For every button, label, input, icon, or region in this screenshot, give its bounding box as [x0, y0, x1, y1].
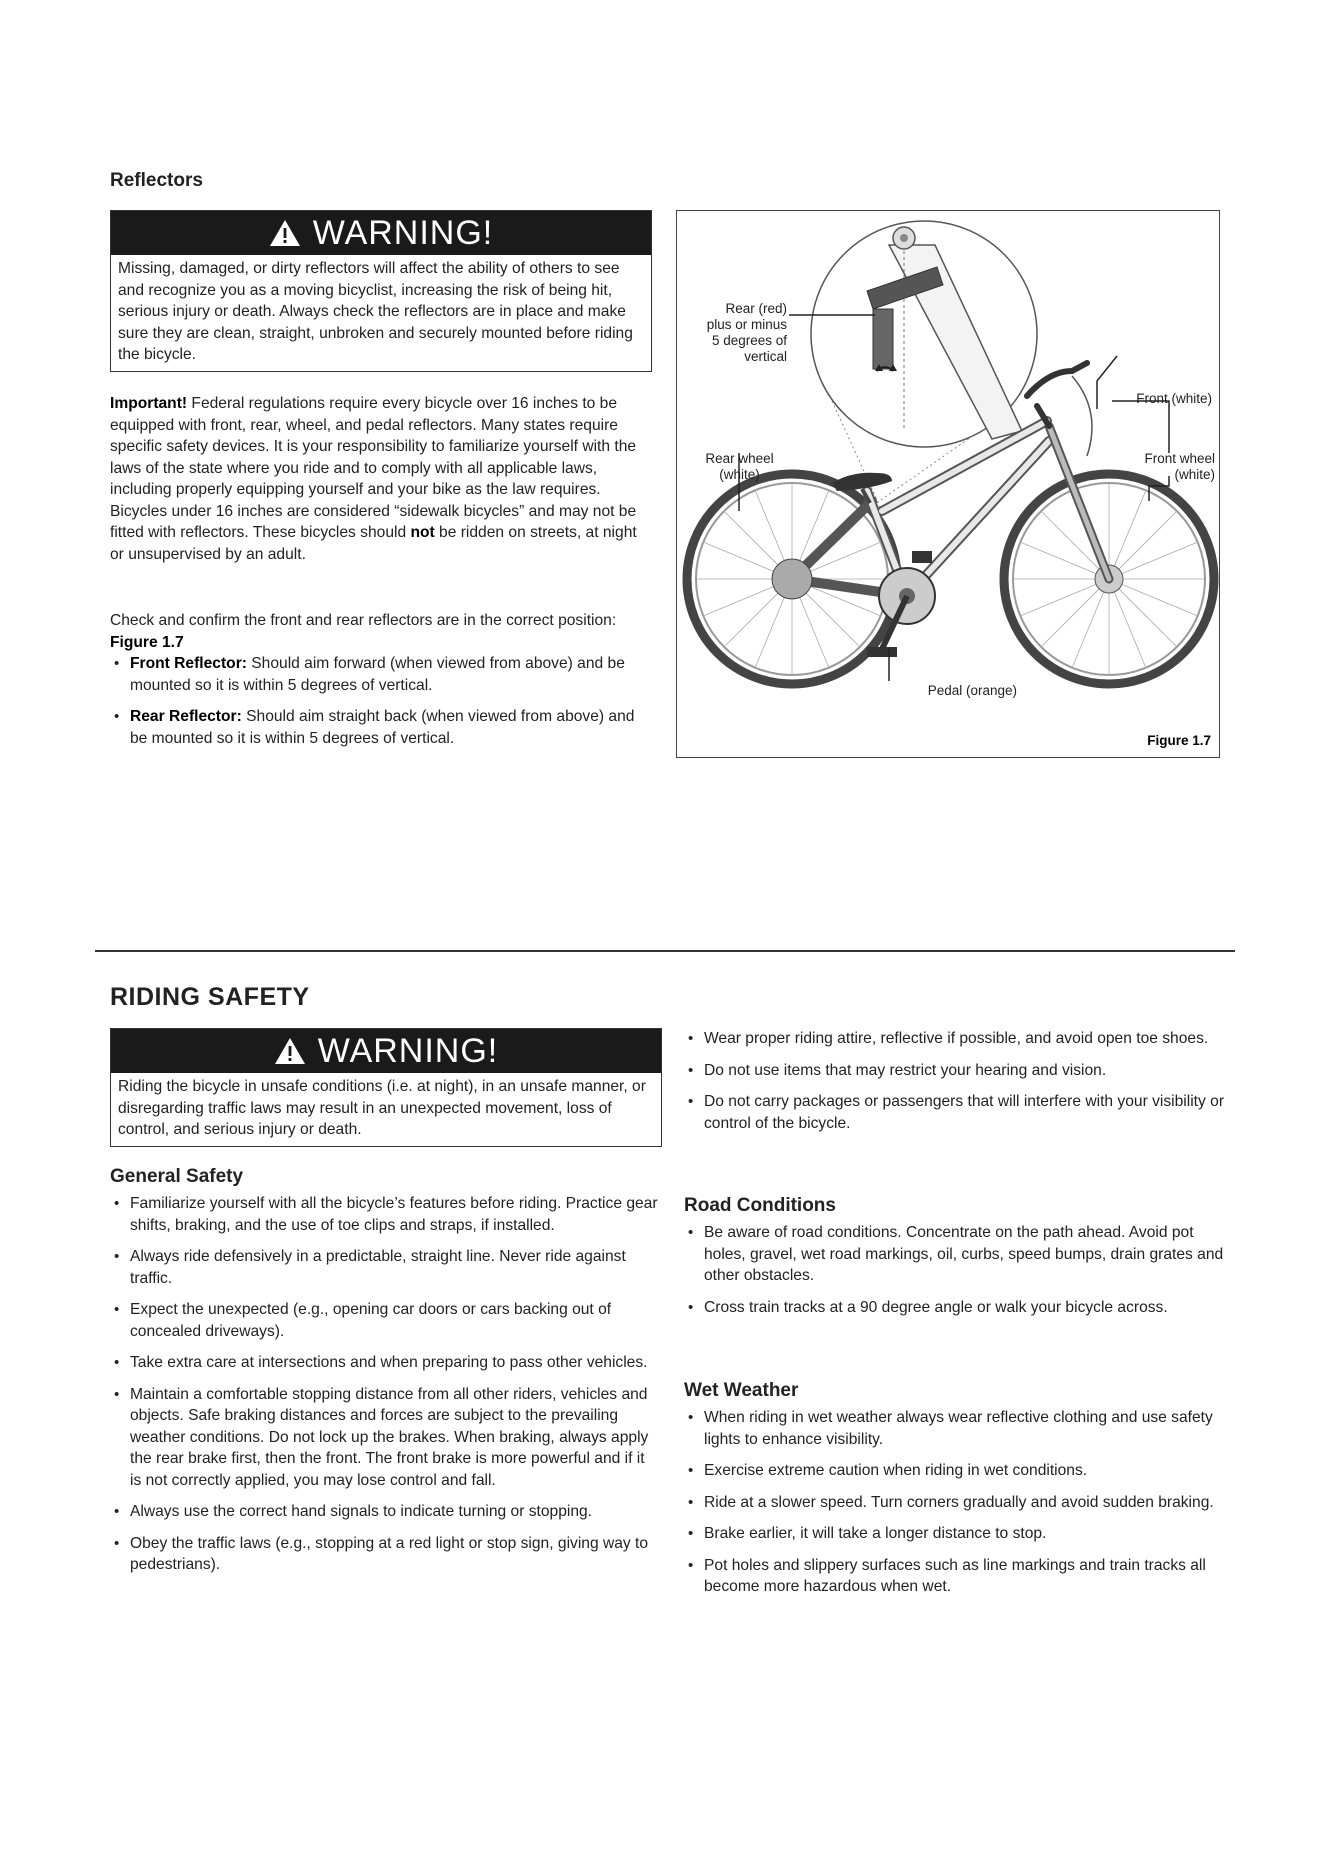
list-item: • When riding in wet weather always wear reflective clothing and use safety lights to enhance visibility.: [684, 1407, 1224, 1450]
bullet-lead: Front Reflector:: [130, 655, 247, 672]
label-pedal: Pedal (orange): [927, 683, 1017, 698]
list-item: • Do not use items that may restrict your hearing and vision.: [684, 1060, 1224, 1082]
bullet-text: Should aim forward (when viewed from above) and be mounted so it is within 5 degrees of vertical.: [130, 655, 625, 694]
list-item: • Familiarize yourself with all the bicycle’s features before riding. Practice gear shifts, braking, and the use of toe clips and straps, if installed.: [110, 1193, 660, 1236]
warning-banner: [111, 1029, 661, 1073]
label-line: Rear (red): [725, 301, 787, 316]
warning-triangle-icon: [269, 219, 301, 247]
wet-weather-heading: Wet Weather: [684, 1380, 799, 1401]
label-front-wheel: [1107, 451, 1215, 483]
list-item: • Exercise extreme caution when riding in wet conditions.: [684, 1460, 1224, 1482]
list-item: • Take extra care at intersections and when preparing to pass other vehicles.: [110, 1352, 660, 1374]
check-paragraph: [110, 610, 650, 653]
important-lead: Important!: [110, 395, 188, 412]
warning-banner: [111, 211, 651, 255]
general-safety-heading: General Safety: [110, 1166, 244, 1187]
attire-list: [684, 1028, 1224, 1144]
warning-text: Riding the bicycle in unsafe conditions (i.e. at night), in an unsafe manner, or disregarding traffic laws may result in an unexpected movement, loss of control, and serious injury or death.: [118, 1078, 646, 1138]
check-text: Check and confirm the front and rear reflectors are in the correct position:: [110, 612, 617, 629]
list-item: [110, 706, 650, 749]
list-item: • Wear proper riding attire, reflective if possible, and avoid open toe shoes.: [684, 1028, 1224, 1050]
bicycle-illustration: [677, 211, 1219, 757]
important-text-1: Federal regulations require every bicycle over 16 inches to be equipped with front, rear, wheel, and pedal reflectors. Many states require specific safety devices. It is your responsibility to familiarize yourself with the laws of the state where you ride and to comply with all applicable laws, including properly equipping yourself and your bike as the law requires. Bicycles under 16 inches are considered “sidewalk bicycles” and may not be fitted with reflectors. These bicycles should: [110, 395, 637, 541]
general-safety-list: [110, 1193, 660, 1586]
label-line: plus or minus: [706, 317, 787, 332]
label-line: 5 degrees of: [711, 333, 787, 348]
warning-title: WARNING!: [312, 213, 494, 252]
label-front-white: Front (white): [1136, 391, 1212, 406]
riding-safety-heading: RIDING SAFETY: [110, 983, 310, 1011]
reflector-bullet-list: [110, 653, 650, 759]
label-rear-red: [677, 301, 787, 365]
list-item: • Be aware of road conditions. Concentrate on the path ahead. Avoid pot holes, gravel, wet road markings, oil, curbs, speed bumps, drain grates and other obstacles.: [684, 1222, 1224, 1287]
bullet-lead: Rear Reflector:: [130, 708, 242, 725]
list-item: • Obey the traffic laws (e.g., stopping at a red light or stop sign, giving way to pedestrians).: [110, 1533, 660, 1576]
label-line: vertical: [744, 349, 787, 364]
bullet-text: Should aim straight back (when viewed from above) and be mounted so it is within 5 degrees of vertical.: [130, 708, 635, 747]
list-item: [110, 653, 650, 696]
figure-caption: Figure 1.7: [1147, 733, 1211, 748]
label-rear-wheel: [692, 451, 787, 483]
list-item: • Maintain a comfortable stopping distance from all other riders, vehicles and objects. Safe braking distances and forces are subject to the prevailing weather conditions. Do not lock up the brakes. When braking, always apply the rear brake first, then the front. The front brake is more powerful and if it is not correctly applied, you may lose control and fall.: [110, 1384, 660, 1492]
label-line: (white): [719, 467, 760, 482]
list-item: • Pot holes and slippery surfaces such as line markings and train tracks all become more hazardous when wet.: [684, 1555, 1224, 1598]
list-item: • Brake earlier, it will take a longer distance to stop.: [684, 1523, 1224, 1545]
label-line: (white): [1174, 467, 1215, 482]
road-conditions-heading: Road Conditions: [684, 1195, 836, 1216]
list-item: • Do not carry packages or passengers that will interfere with your visibility or control of the bicycle.: [684, 1091, 1224, 1134]
important-text-2: be ridden on streets, at night or unsupervised by an adult.: [110, 524, 637, 563]
list-item: • Cross train tracks at a 90 degree angle or walk your bicycle across.: [684, 1297, 1224, 1319]
figure-reference: Figure 1.7: [110, 633, 184, 651]
important-paragraph: [110, 393, 650, 565]
list-item: • Always ride defensively in a predictable, straight line. Never ride against traffic.: [110, 1246, 660, 1289]
wet-weather-list: [684, 1407, 1224, 1608]
figure-1-7: [676, 210, 1220, 758]
list-item: • Always use the correct hand signals to indicate turning or stopping.: [110, 1501, 660, 1523]
riding-warning-box: [110, 1028, 662, 1147]
label-line: Front wheel: [1144, 451, 1215, 466]
road-conditions-list: [684, 1222, 1224, 1328]
list-item: • Ride at a slower speed. Turn corners gradually and avoid sudden braking.: [684, 1492, 1224, 1514]
label-line: Rear wheel: [705, 451, 774, 466]
list-item: • Expect the unexpected (e.g., opening car doors or cars backing out of concealed driveways).: [110, 1299, 660, 1342]
warning-triangle-icon: [274, 1037, 306, 1065]
section-divider: [95, 950, 1235, 952]
reflectors-warning-box: [110, 210, 652, 372]
reflectors-heading: Reflectors: [110, 170, 203, 191]
warning-title: WARNING!: [317, 1031, 499, 1070]
warning-text: Missing, damaged, or dirty reflectors will affect the ability of others to see and recognize you as a moving bicyclist, increasing the risk of being hit, serious injury or death. Always check the reflectors are in place and make sure they are clean, straight, unbroken and securely mounted before riding the bicycle.: [118, 260, 633, 363]
important-emphasis: not: [410, 524, 435, 541]
